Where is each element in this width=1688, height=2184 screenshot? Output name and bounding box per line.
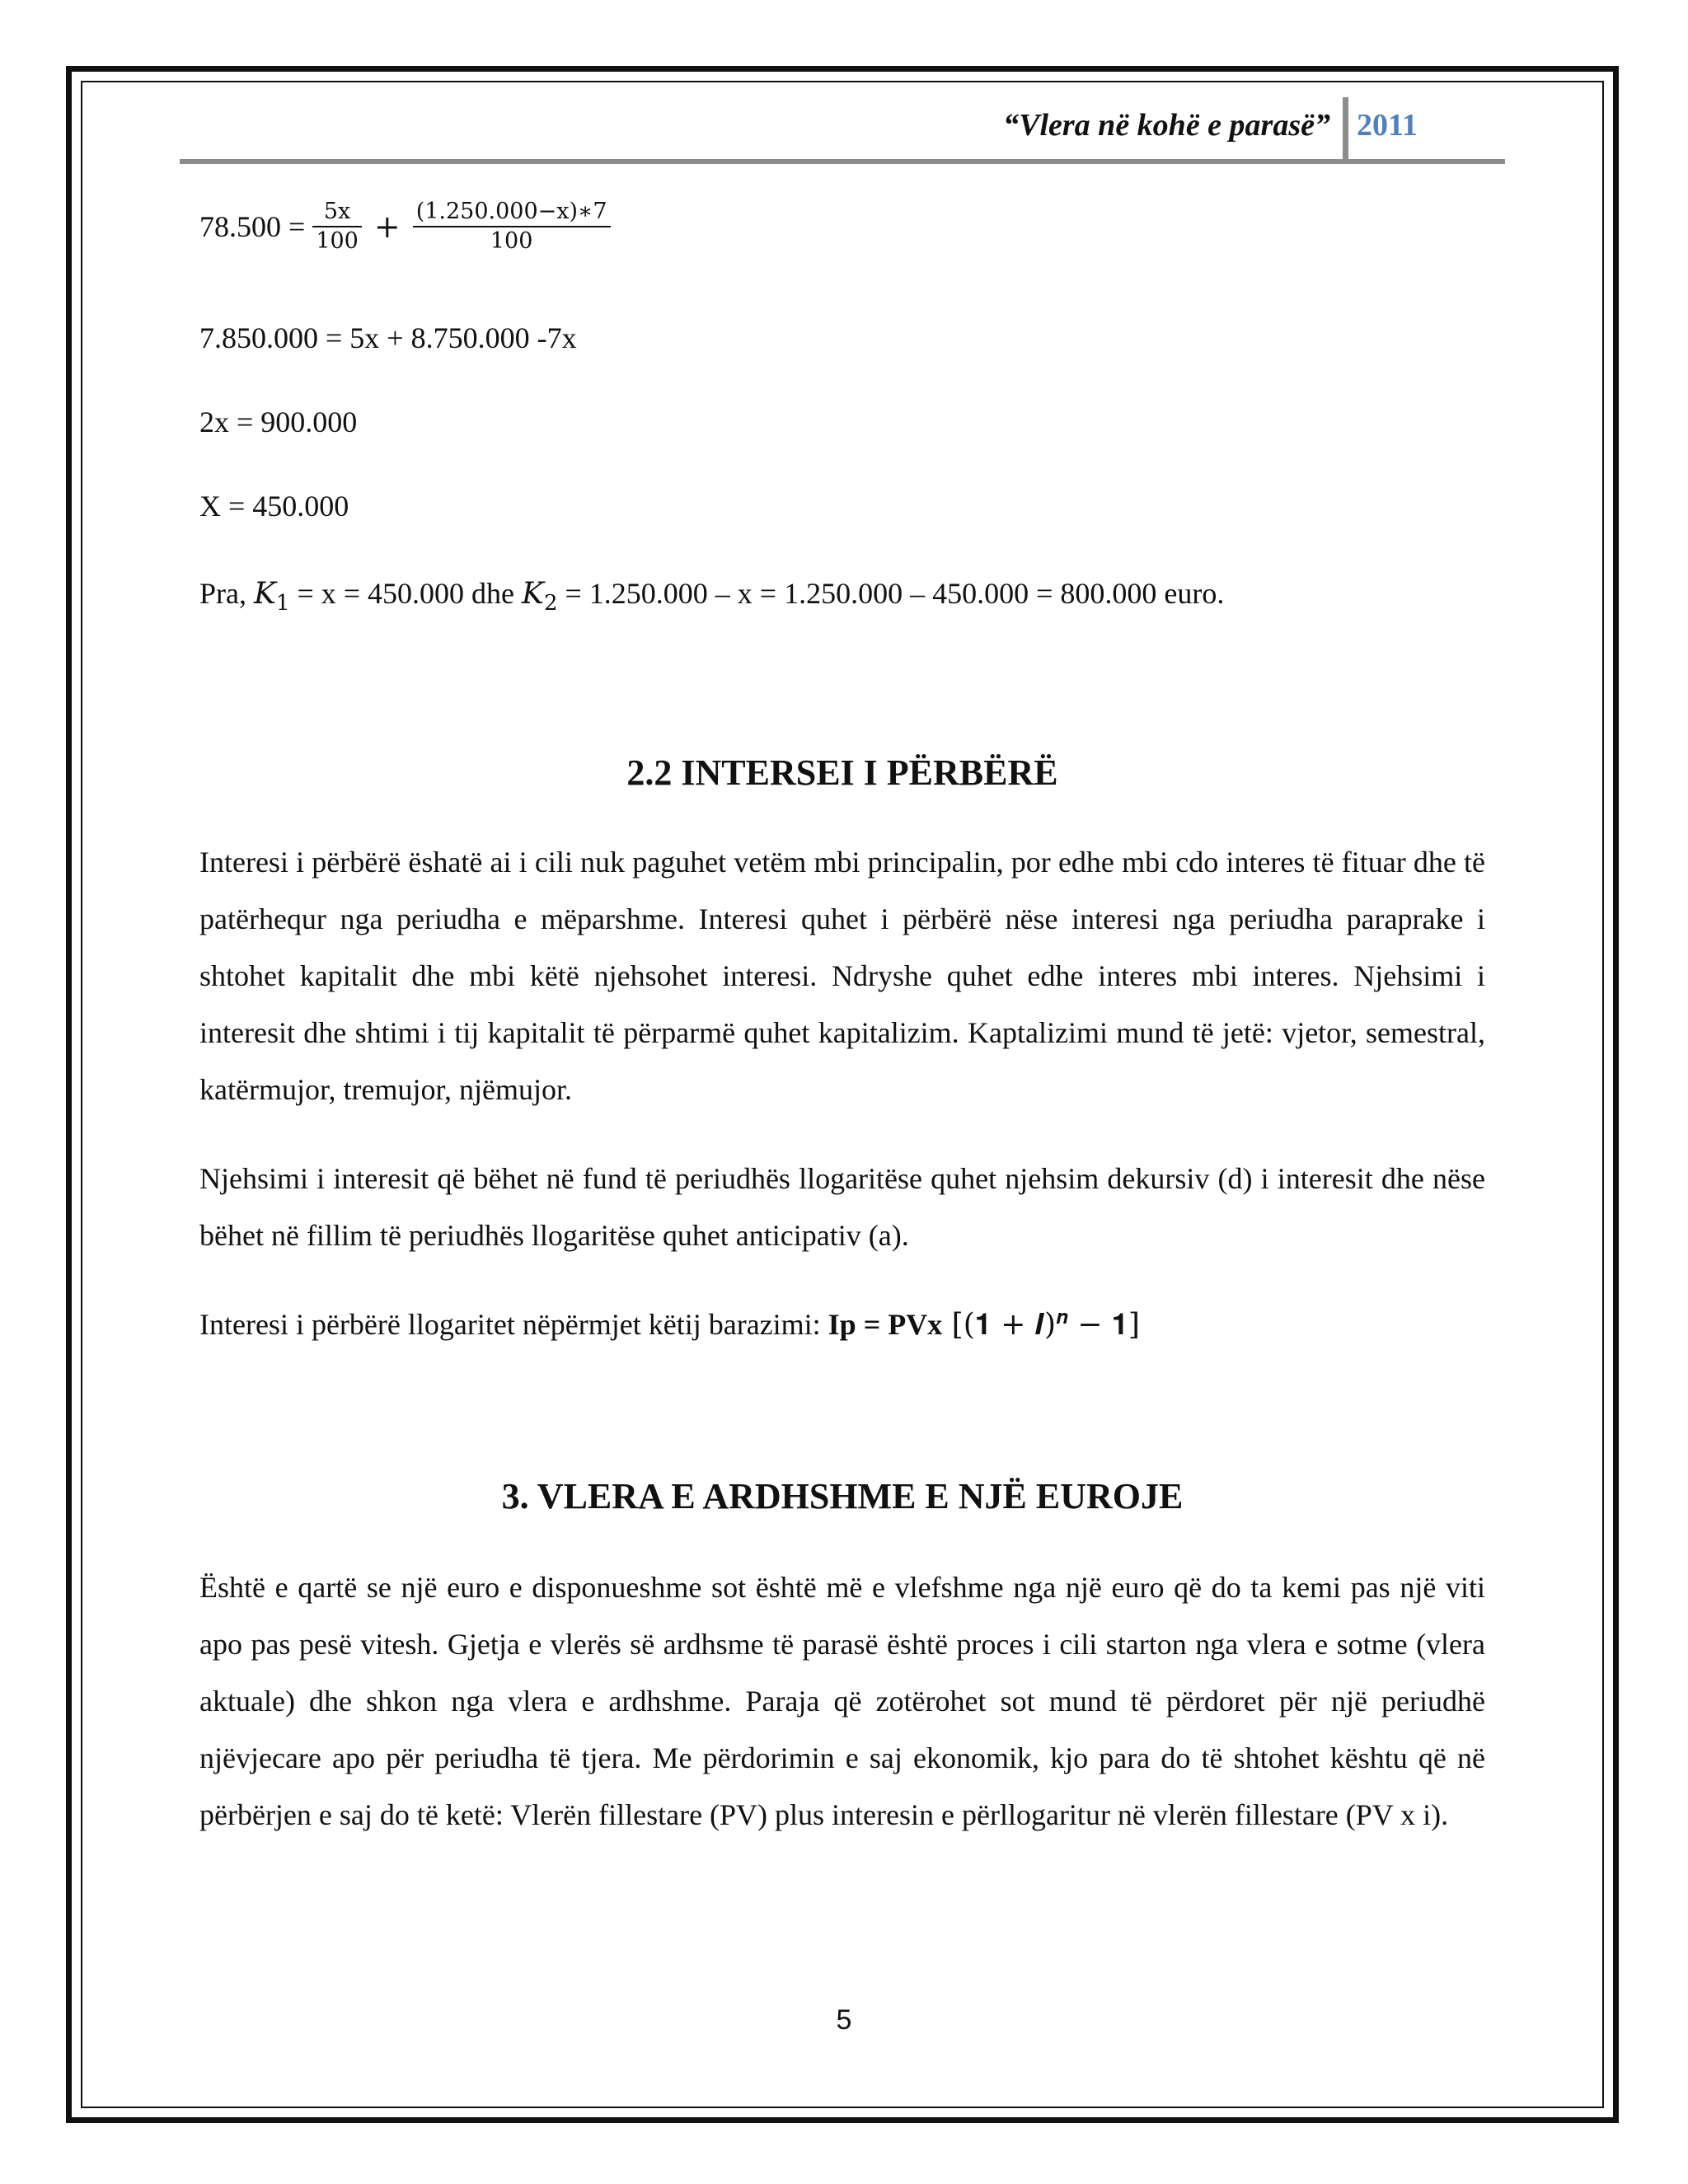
- k2-subscript: 2: [543, 591, 558, 616]
- equation-1: [199, 198, 611, 255]
- section-3-paragraph-1: Është e qartë se një euro e disponueshme sot është më e vlefshme nga një euro që do ta kemi pas një viti apo pas pesë vitesh. Gjetja e vlerës së ardhsme të parasë është proces i cili starton nga vlera e sotme (vlera aktuale) dhe shkon nga vlera e ardhshme. Paraja që zotërohet sot mund të përdoret për një periudhë njëvjecare apo për periudha të tjera. Me përdorimin e saj ekonomik, kjo para do të shtohet kështu që në përbërjen e saj do të ketë: Vlerën fillestare (PV) plus interesin e përllogaritur në vlerën fillestare (PV x i).: [199, 1571, 1485, 1831]
- header-year: 2011: [1357, 108, 1418, 143]
- formula-intro: Interesi i përbërë llogaritet nëpërmjet këtij barazimi:: [199, 1308, 828, 1341]
- k1-symbol: K: [254, 577, 276, 611]
- section-2-2-paragraph-2: Njehsimi i interesit që bëhet në fund të periudhës llogaritëse quhet njehsim dekursiv (d) i interesit dhe nëse bëhet në fillim të periudhës llogaritëse quhet anticipativ (a).: [199, 1162, 1485, 1252]
- equation-2: 7.850.000 = 5x + 8.750.000 -7x: [199, 321, 577, 354]
- equation-1-lhs: 78.500 =: [199, 210, 306, 243]
- header-separator: [1343, 97, 1348, 162]
- fraction-2-denominator: 100: [490, 228, 533, 254]
- section-2-2-heading: 2.2 INTERSEI I PËRBËRË: [626, 752, 1058, 793]
- header-title: “Vlera në kohë e parasë”: [1003, 108, 1330, 143]
- fraction-1: [312, 198, 362, 255]
- fraction-2: [413, 198, 611, 255]
- fraction-1-numerator: 5x: [312, 198, 362, 227]
- conclusion-suffix: = 1.250.000 – x = 1.250.000 – 450.000 = 800.000 euro.: [557, 577, 1225, 610]
- equation-3: 2x = 900.000: [199, 405, 358, 438]
- k1-subscript: 1: [275, 591, 290, 616]
- conclusion-middle: = x = 450.000 dhe: [289, 577, 523, 610]
- compound-interest-formula-line: [199, 1301, 1140, 1342]
- formula-lhs: Ip = PVx: [828, 1308, 943, 1341]
- section-3-heading: 3. VLERA E ARDHSHME E NJË EUROJE: [501, 1476, 1184, 1516]
- formula-exponent: 𝒏: [1056, 1305, 1068, 1329]
- fraction-1-denominator: 100: [316, 228, 359, 254]
- conclusion-line: [199, 577, 1224, 620]
- formula-rhs-open: [(𝟏 + 𝑰): [942, 1308, 1057, 1342]
- plus-operator: +: [373, 209, 401, 245]
- page-number: 5: [836, 2004, 852, 2036]
- header-rule: [180, 159, 1505, 164]
- equation-4: X = 450.000: [199, 490, 349, 523]
- page-header: [180, 97, 1505, 162]
- formula-rhs-close: − 𝟏]: [1067, 1308, 1140, 1342]
- conclusion-prefix: Pra,: [199, 577, 254, 610]
- fraction-2-numerator: (1.250.000−x)∗7: [413, 198, 611, 227]
- k2-symbol: K: [522, 577, 544, 611]
- section-2-2-paragraph-1: Interesi i përbërë ëshatë ai i cili nuk paguhet vetëm mbi principalin, por edhe mbi cdo interes të fituar dhe të patërhequr nga periudha e mëparshme. Interesi quhet i përbërë nëse interesi nga periudha paraprake i shtohet kapitalit dhe mbi këtë njehsohet interesi. Ndryshe quhet edhe interes mbi interes. Njehsimi i interesit dhe shtimi i tij kapitalit të përparmë quhet kapitalizim. Kaptalizimi mund të jetë: vjetor, semestral, katërmujor, tremujor, njëmujor.: [199, 846, 1485, 1106]
